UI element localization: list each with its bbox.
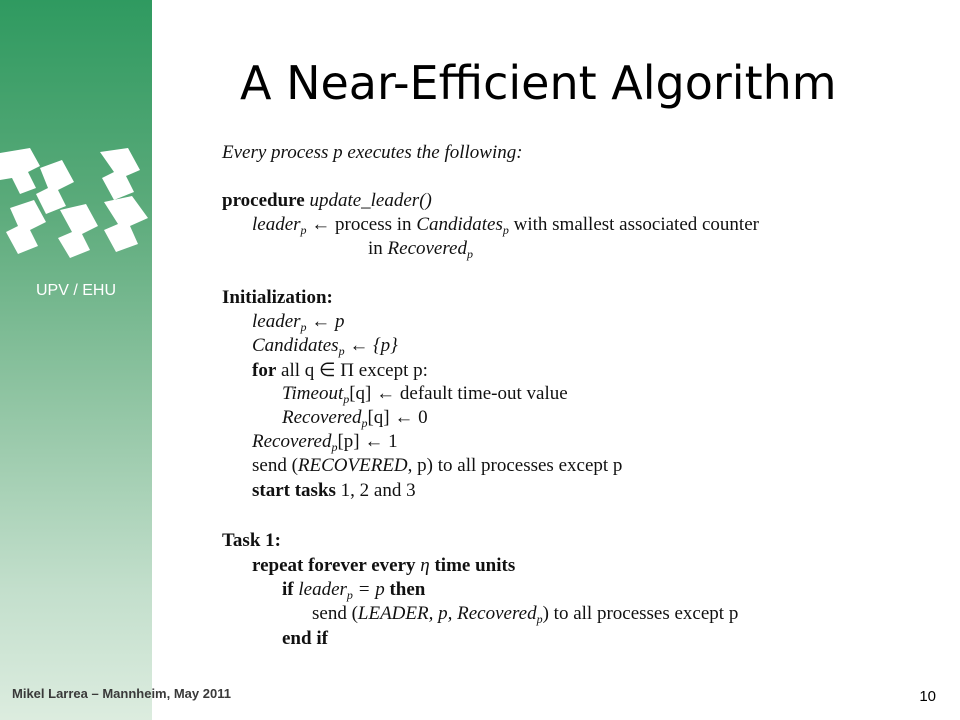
subscript: p: [502, 223, 509, 237]
task-header: Task 1:: [222, 530, 281, 551]
task-line-4: end if: [282, 628, 328, 649]
var-recovered: Recovered: [387, 238, 467, 259]
subscript: p: [338, 344, 345, 358]
university-label: UPV / EHU: [35, 282, 116, 299]
subscript: p: [300, 223, 307, 237]
message-recovered: RECOVERED: [297, 455, 408, 476]
init-line-3: [252, 359, 428, 382]
init-line-2: [252, 335, 398, 357]
init-line-1: [252, 311, 345, 333]
subscript: p: [536, 612, 543, 626]
subscript: p: [300, 320, 307, 334]
text-segment: send (: [252, 455, 298, 476]
subscript: p: [331, 440, 338, 454]
text-segment: in: [368, 238, 388, 259]
text-segment: [p] ← 1: [337, 431, 398, 452]
text-segment: 1, 2 and 3: [335, 480, 416, 501]
slide-title: A Near-Efficient Algorithm: [240, 56, 837, 110]
text-segment: [q] ← default time-out value: [349, 383, 568, 404]
text-segment: with smallest associated counter: [508, 214, 759, 235]
task-line-1: [252, 555, 515, 577]
subscript: p: [346, 588, 353, 602]
page-number: 10: [919, 688, 936, 705]
procedure-keyword: procedure: [222, 190, 305, 211]
start-tasks-keyword: start tasks: [252, 480, 336, 501]
var-candidates: Candidates: [416, 214, 503, 235]
subscript: p: [467, 247, 473, 261]
algorithm-intro: Every process p executes the following:: [222, 142, 523, 163]
var-leader: leader: [252, 214, 301, 235]
task-line-2: [282, 579, 425, 601]
footer-author: Mikel Larrea – Mannheim, May 2011: [12, 686, 231, 701]
var-recovered: Recovered: [457, 603, 537, 624]
text-segment: ← process in: [306, 214, 417, 235]
var-recovered: Recovered: [282, 407, 362, 428]
procedure-header: [222, 190, 432, 212]
init-line-6: [252, 431, 398, 453]
subscript: p: [343, 392, 350, 406]
var-leader: leader: [293, 579, 347, 600]
var-leader: leader: [252, 311, 301, 332]
text-segment: ← {p}: [344, 335, 398, 356]
init-line-7: [252, 455, 622, 477]
text-segment: all q ∈ Π except p:: [276, 360, 428, 381]
init-line-8: [252, 480, 416, 502]
text-segment: ) to all processes except p: [542, 603, 739, 624]
text-segment: , p) to all processes except p: [407, 455, 623, 476]
message-leader: LEADER: [357, 603, 429, 624]
var-timeout: Timeout: [282, 383, 344, 404]
repeat-keyword: repeat forever every: [252, 555, 416, 576]
text-segment: η: [415, 555, 435, 576]
for-keyword: for: [252, 360, 277, 381]
var-candidates: Candidates: [252, 335, 339, 356]
subscript: p: [361, 416, 368, 430]
init-line-5: [282, 407, 428, 429]
text-segment: [q] ← 0: [367, 407, 428, 428]
procedure-line-2: [368, 238, 473, 260]
var-recovered: Recovered: [252, 431, 332, 452]
task-line-3: [312, 603, 738, 625]
text-segment: send (: [312, 603, 358, 624]
if-keyword: if: [282, 579, 294, 600]
then-keyword: then: [389, 579, 426, 600]
text-segment: = p: [352, 579, 390, 600]
text-segment: ← p: [306, 311, 345, 332]
procedure-line-1: [252, 214, 759, 236]
initialization-header: Initialization:: [222, 287, 333, 308]
time-units-keyword: time units: [434, 555, 516, 576]
procedure-name: update_leader(): [309, 190, 432, 211]
text-segment: , p,: [428, 603, 458, 624]
init-line-4: [282, 383, 568, 405]
